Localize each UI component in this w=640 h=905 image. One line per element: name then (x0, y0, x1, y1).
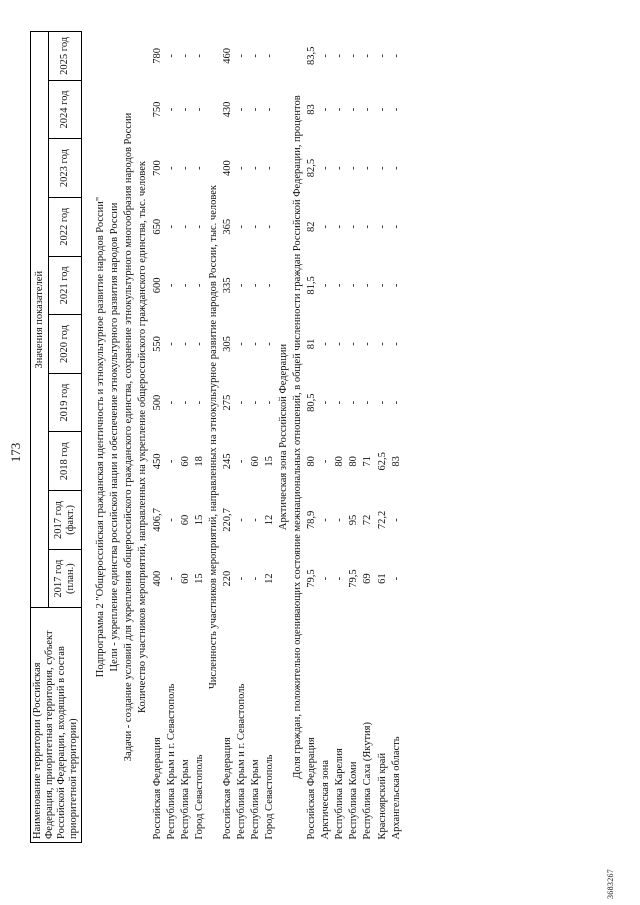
value-cell: - (264, 283, 275, 288)
value-cell: - (193, 400, 205, 405)
value-cell: 83 (306, 104, 318, 115)
value-cell: - (376, 400, 388, 405)
indicator-title: Численность участников мероприятий, направленных на этнокультурное развитие народов России, тыс. человек (207, 184, 219, 690)
territory-name: Республика Крым (249, 759, 261, 840)
value-cell: - (390, 342, 402, 346)
value-cell: 78,9 (306, 510, 318, 530)
value-cell: 80 (334, 456, 346, 467)
value-cell: 15 (193, 573, 205, 584)
value-cell: - (362, 400, 374, 405)
value-cell: - (193, 283, 205, 288)
value-cell: - (362, 54, 374, 58)
value-cell: 69 (362, 573, 374, 584)
value-cell: - (320, 518, 332, 522)
value-cell: 60 (249, 456, 261, 467)
value-cell: 220,7 (221, 508, 233, 532)
value-cell: - (165, 225, 177, 229)
table-row (390, 32, 404, 843)
table-row (361, 32, 375, 843)
value-cell: - (249, 518, 261, 522)
value-cell: - (193, 166, 205, 170)
value-cell: - (235, 400, 247, 405)
value-cell: - (390, 225, 402, 229)
value-cell: 700 (151, 160, 163, 176)
value-cell: - (193, 342, 205, 346)
territory-name: Российская Федерация (306, 737, 318, 840)
territory-name: Республика Крым и г. Севастополь (165, 683, 177, 840)
value-cell: - (390, 576, 402, 581)
indicator-title: Доля граждан, положительно оценивающих состояние межнациональных отношений, в общей численности граждан Российской Федерации, процентов (292, 95, 304, 779)
value-cell: - (334, 107, 346, 112)
value-cell: 365 (221, 218, 233, 235)
value-cell: - (334, 576, 346, 581)
value-cell: - (264, 400, 275, 405)
value-cell: - (235, 576, 247, 581)
value-cell: - (334, 518, 346, 522)
value-cell: 80 (348, 456, 360, 467)
value-cell: - (249, 107, 261, 112)
value-cell: 18 (193, 456, 205, 467)
header-year: 2024 год (49, 80, 82, 139)
value-cell: 220 (221, 570, 233, 587)
value-cell: 12 (264, 514, 275, 526)
value-cell: - (235, 518, 247, 522)
table-row (179, 32, 193, 843)
value-cell: 81 (306, 338, 318, 350)
value-cell: 79,5 (348, 569, 360, 588)
value-cell: - (390, 107, 402, 112)
territory-name: Республика Саха (Якутия) (362, 722, 374, 840)
value-cell: - (348, 400, 360, 405)
value-cell: - (376, 54, 388, 58)
value-cell: - (334, 342, 346, 346)
value-cell: 550 (151, 336, 163, 352)
territory-name: Республика Крым и г. Севастополь (235, 683, 247, 840)
value-cell: 83,5 (306, 46, 318, 66)
value-cell: 600 (151, 277, 163, 294)
value-cell: - (334, 283, 346, 288)
value-cell: 430 (221, 101, 233, 118)
value-cell: - (390, 54, 402, 58)
value-cell: - (334, 166, 346, 170)
table-row (347, 32, 361, 843)
table-row (221, 32, 235, 843)
header-year: 2023 год (49, 139, 82, 198)
value-cell: - (348, 107, 360, 112)
header-year: 2018 год (49, 432, 82, 491)
value-cell: 650 (151, 218, 163, 235)
value-cell: - (179, 54, 191, 58)
value-cell: - (179, 225, 191, 229)
territory-name: Российская Федерация (151, 737, 163, 840)
value-cell: 72,2 (376, 510, 388, 530)
value-cell: - (390, 518, 402, 522)
value-cell: - (249, 54, 261, 58)
value-cell: - (165, 518, 177, 522)
value-cell: - (362, 166, 374, 170)
task-text: Задачи - создание условий для укрепления общероссийского гражданского единства, сохранение этнокультурного многообразия народов России (123, 112, 135, 762)
value-cell: - (376, 107, 388, 112)
goal-text: Цели - укрепление единства российской нации и обеспечение этнокультурного развития народов России (109, 202, 121, 672)
value-cell: - (165, 576, 177, 581)
value-cell: - (249, 576, 261, 581)
territory-name: Красноярский край (376, 752, 388, 840)
value-cell: 15 (264, 456, 275, 467)
value-cell: 305 (221, 336, 233, 352)
territory-name: Город Севастополь (193, 754, 205, 840)
territory-name: Российская Федерация (221, 737, 233, 840)
value-cell: 400 (151, 570, 163, 587)
header-year: 2021 год (49, 256, 82, 315)
table-row (263, 32, 277, 843)
value-cell: - (193, 225, 205, 229)
subprogram-title: Подпрограмма 2 "Общероссийская гражданская идентичность и этнокультурное развитие народов России" (95, 196, 107, 678)
value-cell: - (362, 342, 374, 346)
value-cell: - (235, 225, 247, 229)
value-cell: - (362, 225, 374, 229)
territory-name: Республика Карелия (334, 748, 346, 840)
value-cell: 61 (376, 573, 388, 584)
table-row (333, 32, 347, 843)
value-cell: 82,5 (306, 158, 318, 178)
value-cell: - (264, 342, 275, 346)
value-cell: - (179, 400, 191, 405)
value-cell: - (362, 283, 374, 288)
header-year: 2019 год (49, 373, 82, 432)
value-cell: - (165, 459, 177, 464)
value-cell: - (320, 107, 332, 112)
value-cell: 245 (221, 453, 233, 470)
table-row (376, 32, 390, 843)
value-cell: - (179, 107, 191, 112)
value-cell: 60 (179, 456, 191, 467)
table-row (165, 32, 179, 843)
value-cell: - (348, 283, 360, 288)
value-cell: - (264, 107, 275, 112)
value-cell: - (235, 54, 247, 58)
table-row (151, 32, 165, 843)
value-cell: - (320, 342, 332, 346)
value-cell: - (390, 400, 402, 405)
value-cell: - (334, 54, 346, 58)
header-year: 2017 год (факт.) (49, 491, 82, 550)
value-cell: 275 (221, 394, 233, 411)
value-cell: - (179, 166, 191, 170)
value-cell: 60 (179, 573, 191, 584)
value-cell: - (235, 459, 247, 464)
value-cell: - (264, 54, 275, 58)
value-cell: - (165, 400, 177, 405)
value-cell: - (249, 342, 261, 346)
value-cell: - (165, 166, 177, 170)
territory-name: Республика Коми (348, 761, 360, 840)
page-number: 173 (8, 442, 23, 463)
value-cell: 750 (151, 101, 163, 118)
value-cell: - (249, 225, 261, 229)
value-cell: 15 (193, 514, 205, 526)
value-cell: - (348, 342, 360, 346)
value-cell: - (320, 54, 332, 58)
value-cell: - (320, 225, 332, 229)
value-cell: 80 (306, 456, 318, 467)
value-cell: - (235, 283, 247, 288)
value-cell: - (165, 107, 177, 112)
value-cell: 450 (151, 453, 163, 470)
territory-name: Город Севастополь (264, 754, 275, 840)
value-cell: - (249, 400, 261, 405)
value-cell: - (193, 54, 205, 58)
value-cell: - (320, 576, 332, 581)
zone-title: Арктическая зона Российской Федерации (278, 343, 290, 531)
header-year: 2020 год (49, 315, 82, 374)
value-cell: 406,7 (151, 508, 163, 532)
value-cell: 460 (221, 47, 233, 64)
territory-name: Республика Крым (179, 759, 191, 840)
value-cell: 79,5 (306, 569, 318, 588)
header-year: 2017 год (план.) (49, 549, 82, 608)
table-row (305, 32, 319, 843)
value-cell: 400 (221, 160, 233, 176)
value-cell: 60 (179, 514, 191, 526)
value-cell: - (165, 283, 177, 288)
value-cell: 95 (348, 514, 360, 526)
value-cell: - (235, 107, 247, 112)
value-cell: - (320, 283, 332, 288)
indicator-title: Количество участников мероприятий, направленных на укрепление общероссийского гражданского единства, тыс. человек (137, 161, 149, 713)
value-cell: - (390, 166, 402, 170)
table-body (82, 32, 404, 843)
document-number: 3683267 (606, 868, 615, 899)
table-row (249, 32, 263, 843)
value-cell: - (348, 166, 360, 170)
header-year: 2022 год (49, 197, 82, 256)
header-values: Значения показателей (31, 32, 49, 608)
value-cell: - (320, 166, 332, 170)
territory-name: Арктическая зона (320, 759, 332, 840)
value-cell: - (179, 283, 191, 288)
value-cell: - (264, 166, 275, 170)
value-cell: 82 (306, 221, 318, 232)
value-cell: - (334, 225, 346, 229)
value-cell: - (376, 166, 388, 170)
value-cell: - (362, 107, 374, 112)
value-cell: - (376, 283, 388, 288)
value-cell: - (376, 225, 388, 229)
value-cell: 335 (221, 277, 233, 294)
value-cell: 62,5 (376, 452, 388, 471)
value-cell: - (348, 54, 360, 58)
value-cell: - (249, 283, 261, 288)
value-cell: 71 (362, 456, 374, 467)
value-cell: 780 (151, 47, 163, 64)
header-territory: Наименование территории (Российская Федерация, приоритетная территория, субъект Российской Федерации, входящий в состав приоритетной территории) (31, 608, 82, 843)
table-row (193, 32, 207, 843)
table-row (319, 32, 333, 843)
value-cell: - (249, 166, 261, 170)
value-cell: 83 (390, 456, 402, 467)
header-year: 2025 год (49, 32, 82, 81)
value-cell: 72 (362, 514, 374, 526)
value-cell: - (165, 54, 177, 58)
value-cell: - (320, 459, 332, 464)
indicators-table (30, 31, 404, 843)
value-cell: - (334, 400, 346, 405)
value-cell: - (235, 342, 247, 346)
value-cell: - (165, 342, 177, 346)
value-cell: - (376, 342, 388, 346)
value-cell: 81,5 (306, 276, 318, 295)
value-cell: 12 (264, 573, 275, 584)
table-row (235, 32, 249, 843)
value-cell: - (264, 225, 275, 229)
value-cell: - (320, 400, 332, 405)
value-cell: - (179, 342, 191, 346)
value-cell: - (390, 283, 402, 288)
value-cell: 80,5 (306, 393, 318, 412)
territory-name: Архангельская область (390, 736, 402, 840)
value-cell: 500 (151, 394, 163, 411)
value-cell: - (193, 107, 205, 112)
value-cell: - (348, 225, 360, 229)
value-cell: - (235, 166, 247, 170)
